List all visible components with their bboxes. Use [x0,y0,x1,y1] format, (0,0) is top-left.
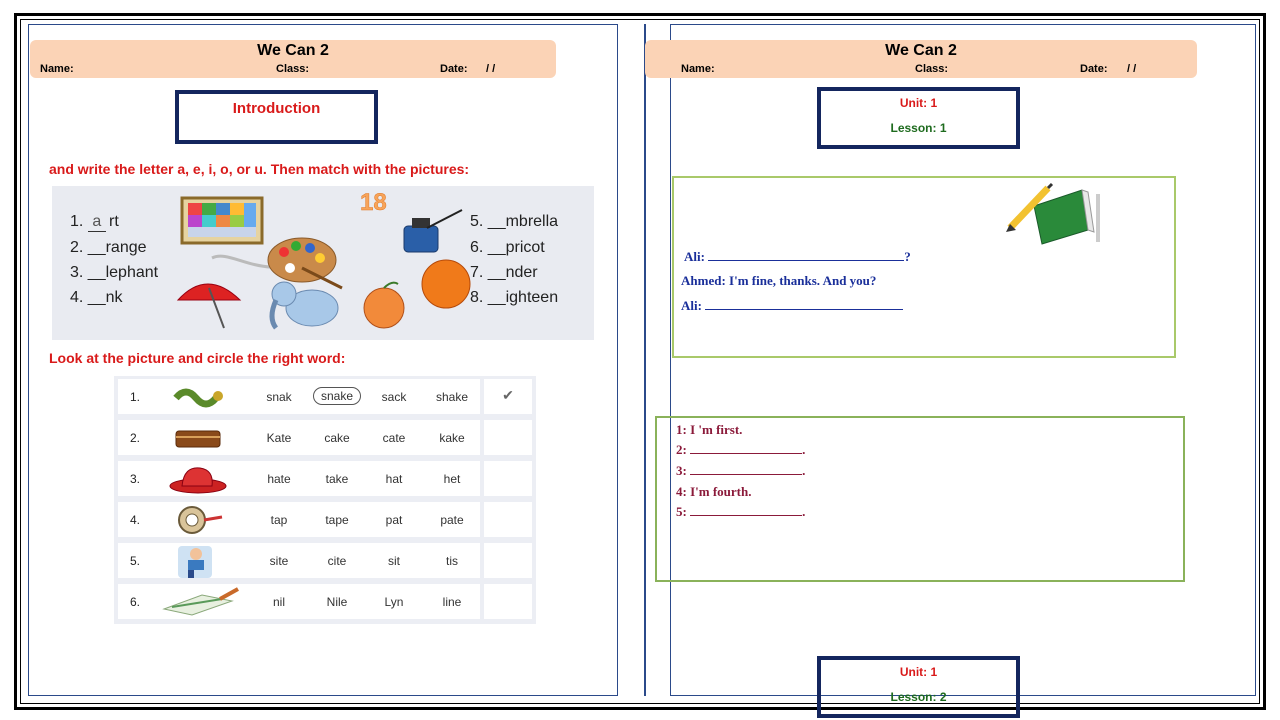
table-row: 5. site cite sit tis [114,540,536,581]
lesson-label-2: Lesson: 2 [890,690,947,704]
right-date-slashes: / / [1127,63,1137,75]
dialogue-line-2: Ahmed: I'm fine, thanks. And you? [681,273,877,288]
snake-icon [172,382,226,412]
exercise-item-8: 8. __ighteen [470,289,559,306]
tape-icon [174,503,228,537]
check-mark-icon: ✔ [502,387,514,403]
introduction-title: Introduction [232,100,321,117]
table-row: 1. snak snake sack shake ✔ [114,376,536,417]
left-header-bar [30,40,556,78]
apricot-icon [364,288,404,328]
table-row: 4. tap tape pat pate [114,499,536,540]
cake-icon [172,423,226,453]
unit1-lesson2-box [817,656,1020,718]
introduction-box [175,90,378,144]
dialogue-line-1: Ali: ? [684,249,911,264]
left-header-title: We Can 2 [257,42,329,59]
exercise-item-1: 1. a rt [70,213,119,230]
left-class-label: Class: [276,63,310,75]
letter-exercise-panel [52,186,594,340]
elephant-icon [272,282,338,328]
ordinal-line-2: 2: . [676,442,806,457]
book-and-pencil-icon [1004,184,1108,246]
ordinal-line-3: 3: . [676,463,806,478]
exercise-item-4: 4. __nk [70,289,123,306]
hat-icon [168,462,230,496]
ink-bottle-icon [404,210,462,252]
instruction-circle-word: Look at the picture and circle the right word: [49,350,346,366]
page-divider [644,24,646,696]
dialogue-line-3: Ali: [681,298,903,314]
ordinal-line-1: 1: I 'm first. [676,422,743,437]
instruction-fill-letters: and write the letter a, e, i, o, or u. Then match with the pictures: [49,161,470,177]
left-date-label: Date: [440,63,468,75]
unit-label-2: Unit: 1 [899,665,938,679]
pencil-line-icon [162,587,242,617]
circle-word-table [114,376,536,624]
sitting-child-icon [174,542,218,580]
ordinal-line-4: 4: I'm fourth. [676,484,752,499]
palette-icon [268,238,342,288]
right-class-label: Class: [915,63,949,75]
exercise-item-2: 2. __range [70,239,147,256]
art-painting-icon [182,198,262,243]
unit1-lesson1-box [817,87,1020,149]
table-row: 2. Kate cake cate kake [114,417,536,458]
exercise-item-5: 5. __mbrella [470,213,559,230]
unit-label: Unit: 1 [899,96,938,110]
table-row: 3. hate take hat het [114,458,536,499]
unit1-lesson2-box-clip [817,656,1020,704]
exercise-item-3: 3. __lephant [70,264,159,281]
ordinal-line-5: 5: . [676,504,806,519]
exercise-illustrations [172,188,462,338]
umbrella-icon [178,284,240,328]
right-date-label: Date: [1080,63,1108,75]
left-name-label: Name: [40,63,74,75]
left-date-slashes: / / [486,63,496,75]
lesson-label: Lesson: 1 [890,121,947,135]
exercise-item-6: 6. __pricot [470,239,545,256]
exercise-item-7: 7. __nder [470,264,538,281]
orange-icon [422,260,470,308]
right-name-label: Name: [681,63,715,75]
table-row: 6. nil Nile Lyn line [114,581,536,622]
page-number: 18 [360,189,387,216]
right-header-bar [645,40,1197,78]
circled-answer: snake [313,387,361,405]
right-header-title: We Can 2 [885,42,957,59]
